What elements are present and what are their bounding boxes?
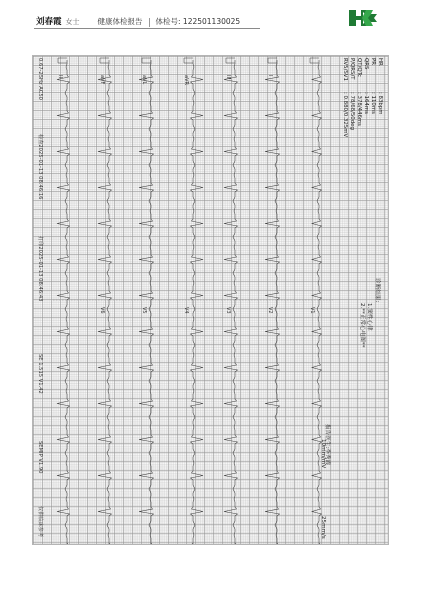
ecg-trace-6 — [265, 60, 280, 544]
speed-gain: SE 1.515 V1.42 — [37, 354, 43, 394]
measure-hr-label: HR — [377, 58, 383, 66]
patient-name: 刘春霞 — [36, 17, 62, 27]
header-underline — [34, 28, 260, 29]
calibration-pulse-3 — [142, 58, 151, 63]
patient-gender: 女士 — [65, 18, 80, 26]
measure-qt-value: : 378/446ms — [356, 92, 362, 126]
calibration-pulse-6 — [268, 58, 277, 63]
diagnosis-title: 诊断结果: — [374, 278, 380, 303]
measure-qrs-value: : 164ms — [363, 92, 369, 114]
report-doctor: 报告医生:李秀霞 — [324, 424, 330, 466]
hk-logo-icon — [347, 7, 379, 29]
report-header — [0, 0, 423, 36]
lead-label-v3: V3 — [225, 307, 231, 314]
calibration-pulse-2 — [100, 58, 109, 63]
report-title: 健康体检报告 — [97, 17, 143, 26]
measure-pr-value: : 110ms — [370, 92, 376, 114]
calibration-pulse-4 — [184, 58, 193, 63]
header-divider — [149, 18, 150, 27]
measure-axis-label: P/QRS/T — [349, 58, 355, 80]
lead-label-v2: V2 — [267, 307, 273, 314]
lead-label-avf: aVF — [99, 75, 105, 85]
filter-setting: 0.67-25Hz AC50 — [37, 58, 43, 100]
measure-hr-value: : 83bpm — [377, 92, 383, 115]
check-time: 检查2025-01-13 08:46:16 — [37, 134, 43, 200]
measure-axis-value: : 78/68/50deg — [349, 92, 355, 130]
print-time: 打印2025-01-13 08:46:43 — [37, 236, 43, 302]
gain-scale: 10mm/mV — [320, 439, 326, 469]
measure-rv5-value: : 0.880/0.325mV — [342, 92, 348, 138]
paper-speed: 25mm/s — [320, 516, 326, 539]
diagnosis-item-2: 2.**正常心电图** — [359, 303, 365, 348]
ecg-trace-7 — [312, 60, 322, 544]
measure-qrs-label: QRS — [363, 58, 369, 70]
ecg-grid-sheet — [32, 55, 389, 545]
lead-label-v6: V6 — [99, 307, 105, 314]
measure-rv5-label: RV5/SV1 — [342, 58, 348, 81]
device-version: SEMIP V1.90 — [37, 441, 43, 474]
measure-pr-label: PR — [370, 58, 376, 65]
lead-label-v1: V1 — [309, 307, 315, 314]
lead-label-v4: V4 — [183, 307, 189, 314]
measure-qt-label: QT/QTc — [356, 58, 362, 77]
clinical-note: 仅供临床参考 — [37, 506, 43, 538]
ecg-trace-5 — [224, 60, 238, 544]
ecg-trace-2 — [98, 60, 112, 544]
header-row — [36, 15, 240, 29]
ecg-trace-3 — [139, 60, 154, 544]
exam-number: 体检号: 122501130025 — [155, 17, 241, 26]
lead-label-v5: V5 — [141, 307, 147, 314]
calibration-pulse-7 — [310, 58, 319, 63]
lead-label-iii: III — [225, 75, 231, 80]
ecg-traces — [33, 56, 388, 544]
calibration-pulse-1 — [58, 58, 67, 63]
diagnosis-item-1: 1.窦性心律 — [366, 303, 372, 331]
ecg-trace-1 — [57, 60, 70, 544]
lead-label-avl: aVL — [141, 75, 147, 85]
lead-label-ii: II — [57, 75, 63, 78]
lead-label-i: I — [267, 75, 273, 77]
lead-label-avr: aVR — [183, 75, 189, 85]
calibration-pulse-5 — [226, 58, 235, 63]
ecg-trace-4 — [191, 60, 204, 544]
